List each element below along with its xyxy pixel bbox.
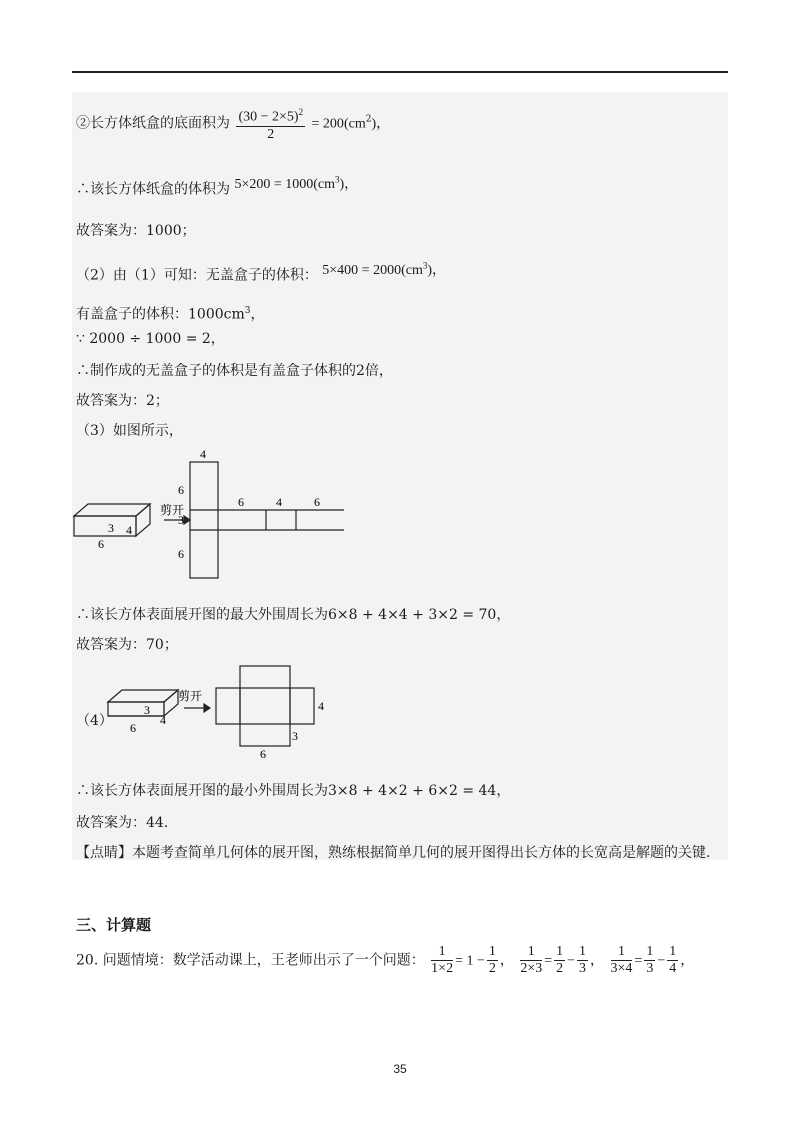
net-right3-label: 6 (314, 495, 320, 509)
net-down-label: 6 (178, 547, 184, 561)
equation: = (544, 953, 553, 969)
solution-line-part3: （3）如图所示， (76, 423, 183, 439)
exponent: 3 (422, 260, 428, 270)
text: 有盖盒子的体积：1000cm (76, 306, 245, 323)
denominator: 3 (579, 961, 587, 976)
numerator: 1 (611, 944, 633, 961)
punct: ， (590, 952, 605, 969)
punct: ， (680, 952, 695, 969)
header-rule (72, 71, 728, 73)
net-right1-label: 6 (238, 495, 244, 509)
box-height-label: 3 (108, 521, 114, 535)
operator: − (657, 953, 666, 969)
net-figure-max (66, 444, 366, 584)
net-right2-label: 4 (276, 495, 282, 509)
exponent: 3 (244, 306, 251, 316)
denominator: 2 (488, 961, 496, 976)
answer-line-2: 故答案为：2； (76, 393, 169, 409)
solution-line-max-perimeter: ∴该长方体表面展开图的最大外围周长为6×8 + 4×4 + 3×2 = 70， (76, 607, 511, 623)
numerator: 1 (579, 944, 587, 959)
punct: ， (499, 952, 514, 969)
denominator: 1×2 (431, 961, 454, 976)
solution-line-lidded-volume (76, 302, 264, 324)
problem-number: 20. (76, 952, 99, 969)
numerator: 1 (669, 944, 677, 959)
punct: )， (427, 262, 447, 278)
solution-line-division: ∵ 2000 ÷ 1000 = 2， (76, 331, 225, 347)
punct: )， (339, 176, 359, 192)
solution-line-base-area (76, 104, 390, 143)
part4-label: （4） (76, 713, 113, 729)
unit: (cm (343, 116, 366, 132)
box-depth-label: 4 (126, 523, 132, 537)
numerator: 1 (488, 944, 496, 959)
answer-line-4: 故答案为：44． (76, 815, 178, 831)
text: ∴该长方体纸盒的体积为 (76, 181, 230, 198)
numerator: 1 (556, 944, 564, 959)
unit: (cm (401, 262, 423, 278)
net-right-label: 4 (318, 699, 324, 713)
problem-text: 问题情境：数学活动课上，王老师出示了一个问题： (102, 952, 425, 969)
net-side-label: 3 (292, 729, 298, 743)
operator: − (567, 953, 576, 969)
arrow-label: 剪开 (160, 503, 185, 517)
numerator: (30 − 2×5) (238, 109, 299, 125)
answer-line-1: 故答案为：1000； (76, 223, 196, 239)
denominator: 4 (669, 961, 677, 976)
net-up-label: 6 (178, 483, 184, 497)
equation: = (634, 953, 643, 969)
box-width-label: 6 (98, 537, 104, 551)
equation: = 1 − (455, 953, 485, 969)
net-bottom-label: 6 (260, 747, 266, 760)
denominator: 3×4 (610, 961, 633, 976)
box-width-label: 6 (130, 721, 136, 735)
box-height-label: 3 (144, 703, 150, 717)
equation: = 200 (311, 116, 344, 132)
problem-20 (76, 944, 694, 977)
exponent: 2 (298, 107, 304, 117)
fraction (236, 104, 305, 143)
equation: 5×400 = 2000 (322, 262, 402, 278)
page-number: 35 (393, 1062, 407, 1076)
net-left-label: 3 (178, 513, 184, 527)
text: ②长方体纸盒的底面积为 (76, 115, 230, 132)
equation: 5×200 = 1000 (234, 176, 314, 192)
numerator: 1 (431, 944, 453, 961)
punct: )， (371, 116, 391, 132)
numerator: 1 (520, 944, 542, 961)
exponent: 2 (365, 114, 372, 125)
section-title: 三、计算题 (76, 916, 152, 934)
box-depth-label: 4 (160, 713, 166, 727)
net-figure-min (100, 660, 340, 760)
solution-line-conclusion: ∴制作成的无盖盒子的体积是有盖盒子体积的2倍， (76, 363, 393, 379)
net-top-label: 4 (200, 447, 206, 461)
solution-line-volume (76, 176, 358, 200)
text: （2）由（1）可知：无盖盒子的体积： (76, 267, 318, 284)
denominator: 2×3 (520, 961, 543, 976)
punct: ， (250, 306, 265, 323)
answer-line-3: 故答案为：70； (76, 637, 178, 653)
denominator: 3 (646, 961, 654, 976)
solution-line-min-perimeter: ∴该长方体表面展开图的最小外围周长为3×8 + 4×2 + 6×2 = 44， (76, 783, 511, 799)
solution-line-part2 (76, 262, 446, 286)
denominator: 2 (267, 126, 275, 142)
arrow-label: 剪开 (178, 689, 203, 703)
exponent: 3 (335, 174, 340, 184)
unit: (cm (313, 176, 336, 192)
numerator: 1 (646, 944, 654, 959)
key-point-note: 【点睛】本题考查简单几何体的展开图，熟练根据简单几何的展开图得出长方体的长宽高是解题的关键. (76, 845, 711, 861)
denominator: 2 (556, 961, 564, 976)
